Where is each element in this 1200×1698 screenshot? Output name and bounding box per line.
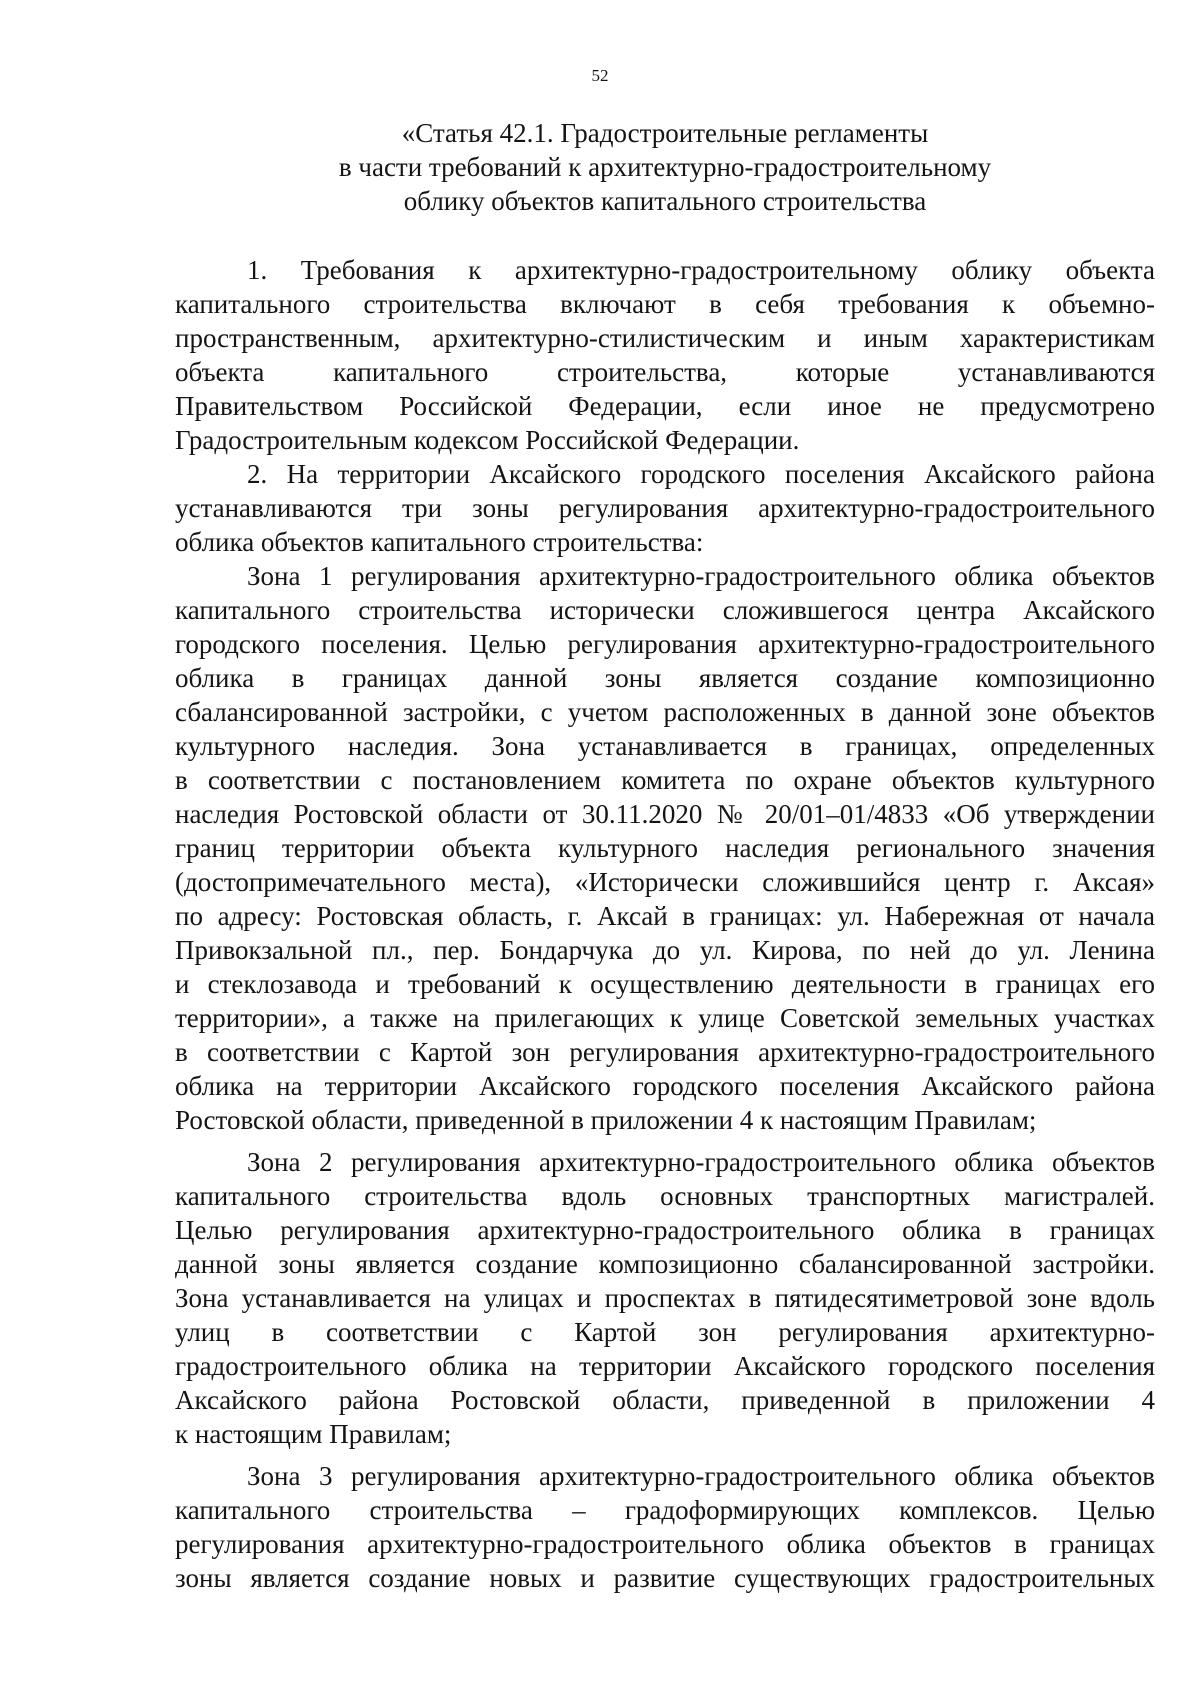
text-line: культурного наследия. Зона устанавливается в границах, определенных [175, 731, 1155, 761]
text-line: городского поселения. Целью регулирования архитектурно-градостроительного [175, 629, 1155, 659]
paragraph-zone-3 [175, 1459, 1155, 1595]
page-number: 52 [591, 66, 609, 85]
article-title [175, 116, 1155, 218]
text-line: данной зоны является создание композиционно сбалансированной застройки. [175, 1249, 1155, 1279]
text-line: Зона 2 регулирования архитектурно-градостроительного облика объектов [247, 1147, 1155, 1177]
text-line: капитального строительства включают в себя требования к объемно- [175, 289, 1155, 319]
text-line: капитального строительства вдоль основных транспортных магистралей. [175, 1181, 1155, 1211]
title-line: облику объектов капитального строительства [403, 186, 927, 216]
text-line: облика объектов капитального строительства: [175, 527, 704, 557]
text-line: капитального строительства – градоформирующих комплексов. Целью [175, 1495, 1155, 1525]
article-body [175, 253, 1155, 1595]
text-line: по адресу: Ростовская область, г. Аксай в границах: ул. Набережная от начала [175, 901, 1155, 931]
title-line: «Статья 42.1. Градостроительные регламенты [401, 118, 929, 148]
text-line: территории», а также на прилегающих к улице Советской земельных участках [175, 1003, 1155, 1033]
text-line: 1. Требования к архитектурно-градостроительному облику объекта [247, 255, 1155, 285]
paragraph-zone-2 [175, 1145, 1155, 1451]
text-line: границ территории объекта культурного наследия регионального значения [175, 833, 1155, 863]
text-line: в соответствии с Картой зон регулирования архитектурно-градостроительного [175, 1037, 1155, 1067]
text-line: облика на территории Аксайского городского поселения Аксайского района [175, 1071, 1155, 1101]
text-line: (достопримечательного места), «Исторически сложившийся центр г. Аксая» [175, 867, 1155, 897]
text-line: регулирования архитектурно-градостроительного облика объектов в границах [175, 1529, 1155, 1559]
text-line: улиц в соответствии с Картой зон регулирования архитектурно- [175, 1317, 1155, 1347]
text-line: градостроительного облика на территории Аксайского городского поселения [175, 1351, 1155, 1381]
text-line: пространственным, архитектурно-стилистическим и иным характеристикам [175, 323, 1155, 353]
text-line: Аксайского района Ростовской области, приведенной в приложении 4 [175, 1385, 1155, 1415]
text-line: сбалансированной застройки, с учетом расположенных в данной зоне объектов [175, 697, 1155, 727]
text-line: Привокзальной пл., пер. Бондарчука до ул. Кирова, по ней до ул. Ленина [175, 935, 1155, 965]
text-line: Градостроительным кодексом Российской Федерации. [175, 425, 800, 455]
text-line: зоны является создание новых и развитие существующих градостроительных [175, 1563, 1155, 1593]
text-line: и стеклозавода и требований к осуществлению деятельности в границах его [175, 969, 1155, 999]
text-line: Зона 1 регулирования архитектурно-градостроительного облика объектов [247, 561, 1155, 591]
text-line: капитального строительства исторически сложившегося центра Аксайского [175, 595, 1155, 625]
text-line: Ростовской области, приведенной в приложении 4 к настоящим Правилам; [175, 1105, 1037, 1135]
paragraph-requirements [175, 253, 1155, 457]
paragraph-zones-intro [175, 457, 1155, 559]
text-line: к настоящим Правилам; [175, 1419, 452, 1449]
text-line: в соответствии с постановлением комитета по охране объектов культурного [175, 765, 1155, 795]
text-line: Целью регулирования архитектурно-градостроительного облика в границах [175, 1215, 1155, 1245]
text-line: Зона устанавливается на улицах и проспектах в пятидесятиметровой зоне вдоль [175, 1283, 1155, 1313]
paragraph-zone-1 [175, 559, 1155, 1137]
text-line: Правительством Российской Федерации, если иное не предусмотрено [175, 391, 1155, 421]
text-line: Зона 3 регулирования архитектурно-градостроительного облика объектов [247, 1461, 1155, 1491]
text-line: наследия Ростовской области от 30.11.2020 № 20/01–01/4833 «Об утверждении [175, 799, 1155, 829]
text-line: облика в границах данной зоны является создание композиционно [175, 663, 1155, 693]
text-line: устанавливаются три зоны регулирования архитектурно-градостроительного [175, 493, 1155, 523]
text-line: объекта капитального строительства, которые устанавливаются [175, 357, 1155, 387]
title-line: в части требований к архитектурно-градостроительному [338, 152, 992, 182]
text-line: 2. На территории Аксайского городского поселения Аксайского района [247, 459, 1155, 489]
